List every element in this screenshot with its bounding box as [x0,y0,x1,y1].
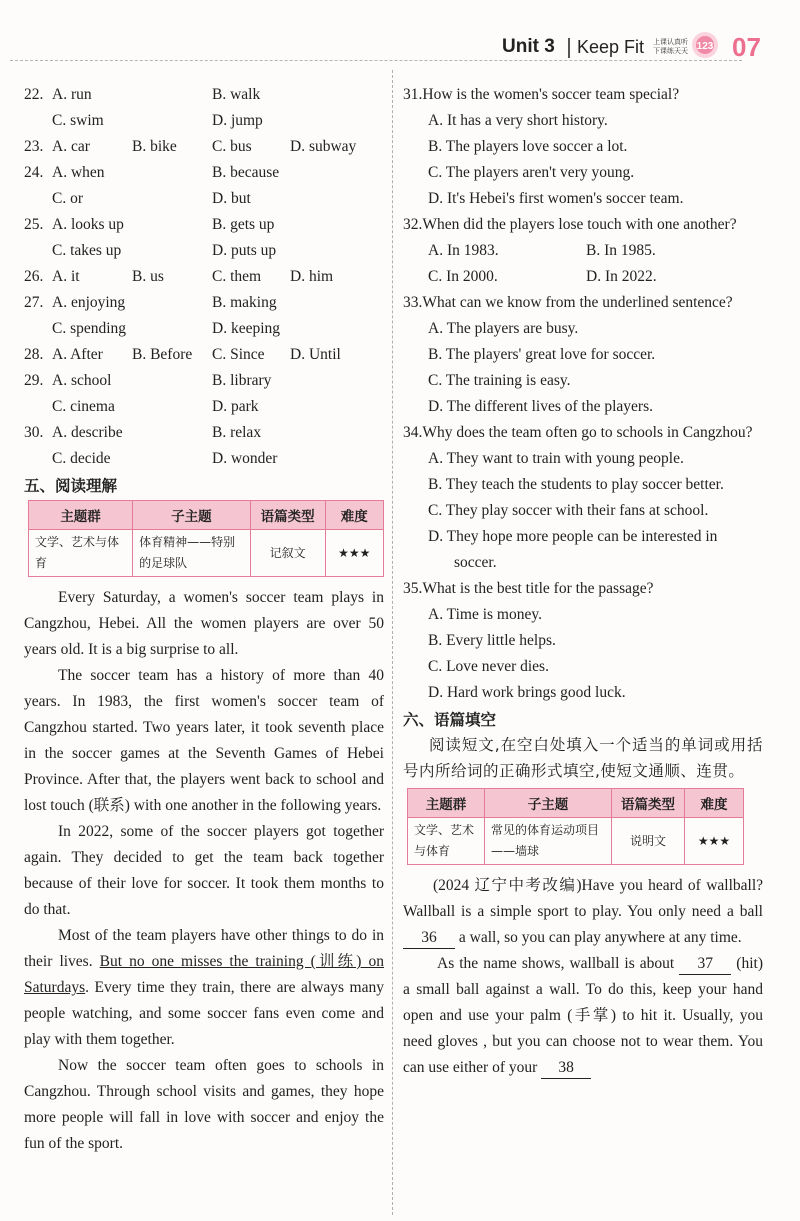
answer-option[interactable]: D. The different lives of the players. [428,398,653,415]
answer-option[interactable]: B. us [132,268,164,285]
answer-option[interactable]: B. making [212,294,277,311]
underlined-sentence: But no one misses the training (训练) on Saturdays [24,953,384,996]
answer-option[interactable]: C. Love never dies. [428,658,549,675]
question-number: 33. [403,294,423,311]
answer-option[interactable]: A. After [52,346,103,363]
answer-option[interactable]: D. subway [290,138,357,155]
column-divider [392,70,393,1215]
table-cell-text-type: 记叙文 [250,530,325,577]
cloze-row [24,290,384,316]
paragraph-text: Have you heard of wallball? Wallball is a simple sport to play. You only need a ball [403,877,764,920]
unit-number: Unit 3 [502,36,555,57]
page-number: 07 [732,32,761,62]
answer-option[interactable]: D. him [290,268,334,285]
section-five-title: 五、阅读理解 [24,477,118,495]
paragraph-text: a wall, so you can play anywhere at any time. [455,929,742,946]
table-header-theme: 主题群 [408,789,485,818]
cloze-row [24,160,384,186]
question-number: 27. [24,294,44,311]
answer-option[interactable]: A. school [52,372,112,389]
answer-option[interactable]: B. because [212,164,280,181]
question-text: When did the players lose touch with one another? [422,216,737,233]
cloze-row [24,394,384,420]
answer-option[interactable]: D. Until [290,346,341,363]
answer-option[interactable]: D. jump [212,112,263,129]
table-header-subtheme: 子主题 [133,501,251,530]
cloze-row [24,108,384,134]
answer-option[interactable]: C. The training is easy. [428,372,571,389]
table-cell-theme: 文学、艺术与体育 [29,530,133,577]
answer-option[interactable]: D. park [212,398,259,415]
answer-option[interactable]: B. gets up [212,216,275,233]
table-header-difficulty: 难度 [325,501,383,530]
answer-option[interactable]: A. Time is money. [428,606,542,623]
question-number: 31. [403,86,423,103]
answer-option[interactable]: B. The players' great love for soccer. [428,346,656,363]
answer-option[interactable]: C. swim [52,112,104,129]
question-number: 26. [24,268,44,285]
reading-passage [24,585,384,1157]
paragraph-text: (hit) a small ball against a wall. To do this, keep your hand open and use your palm (手掌) to hit it. Usually, you need gloves , but you can choose not to wear them. You can use either of your [403,955,763,1076]
passage-paragraph [24,923,384,1053]
cloze-row [24,368,384,394]
question-text: Why does the team often go to schools in Cangzhou? [422,424,753,441]
answer-option[interactable]: C. Since [212,346,265,363]
question-number: 24. [24,164,44,181]
table-cell-text-type: 说明文 [612,818,685,865]
question-number: 30. [24,424,44,441]
answer-option[interactable]: C. decide [52,450,111,467]
cloze-options-list [24,82,384,472]
answer-option[interactable]: A. car [52,138,90,155]
slogan-bottom: 下课练天天 [653,47,688,55]
section-six-title: 六、语篇填空 [403,711,497,729]
cloze-row [24,82,384,108]
section-six-instructions: 阅读短文,在空白处填入一个适当的单词或用括号内所给词的正确形式填空,使短文通顺、连贯。 [403,736,763,780]
blank-36[interactable]: 36 [403,928,455,949]
option-row [403,238,763,264]
section-six-tag-table [407,788,744,865]
table-header-text-type: 语篇类型 [250,501,325,530]
fill-in-paragraph [403,951,763,1081]
answer-option[interactable]: D. In 2022. [586,268,657,285]
section-five-tag-table [28,500,384,577]
answer-option[interactable]: B. library [212,372,272,389]
cloze-row [24,238,384,264]
table-cell-difficulty-stars: ★★★ [325,530,383,577]
cloze-row [24,420,384,446]
answer-option[interactable]: D. Hard work brings good luck. [428,684,626,701]
option-row [403,264,763,290]
answer-option[interactable]: D. wonder [212,450,278,467]
table-header-text-type: 语篇类型 [612,789,685,818]
answer-option[interactable]: B. Every little helps. [428,632,556,649]
answer-option[interactable]: A. describe [52,424,123,441]
cloze-row [24,342,384,368]
answer-option[interactable]: C. In 2000. [428,268,498,285]
paragraph-text: As the name shows, wallball is about [437,955,680,972]
answer-option[interactable]: A. It has a very short history. [428,112,608,129]
passage-paragraph: Now the soccer team often goes to schools in Cangzhou. Through school visits and games, they hope more people will fall in love with soccer and enjoy the fun of the sport. [24,1057,384,1152]
answer-option[interactable]: B. In 1985. [586,242,656,259]
blank-38[interactable]: 38 [541,1058,591,1079]
question-number: 25. [24,216,44,233]
answer-option[interactable]: C. cinema [52,398,115,415]
table-header-difficulty: 难度 [685,789,744,818]
answer-option[interactable]: C. takes up [52,242,122,259]
answer-option[interactable]: B. walk [212,86,261,103]
answer-option[interactable]: A. In 1983. [428,242,499,259]
cloze-row [24,316,384,342]
svg-text:123: 123 [696,41,714,52]
cloze-row [24,186,384,212]
fill-in-paragraph [403,873,763,951]
answer-option[interactable]: D. keeping [212,320,281,337]
answer-option[interactable]: D. It's Hebei's first women's soccer team. [428,190,684,207]
cartoon-logo-icon [690,30,720,60]
answer-option[interactable]: C. They play soccer with their fans at school. [428,502,709,519]
cloze-row [24,212,384,238]
passage-paragraph: Every Saturday, a women's soccer team plays in Cangzhou, Hebei. All the women players are over 50 years old. It is a big surprise to all. [24,589,384,658]
answer-option[interactable]: A. The players are busy. [428,320,579,337]
answer-option[interactable]: B. The players love soccer a lot. [428,138,628,155]
question-number: 29. [24,372,44,389]
question-number: 23. [24,138,44,155]
answer-option[interactable]: A. it [52,268,80,285]
question-stem [403,290,763,316]
question-number: 22. [24,86,44,103]
answer-option[interactable]: A. They want to train with young people. [428,450,684,467]
answer-option[interactable]: C. spending [52,320,127,337]
table-cell-theme: 文学、艺术与体育 [408,818,485,865]
answer-option[interactable]: D. They hope more people can be interested in soccer. [428,528,718,571]
answer-option[interactable]: B. Before [132,346,193,363]
question-stem [403,212,763,238]
question-number: 35. [403,580,423,597]
answer-option[interactable]: C. bus [212,138,252,155]
answer-option[interactable]: B. bike [132,138,177,155]
right-column [403,82,763,1081]
question-number: 32. [403,216,423,233]
header-separator [568,38,570,58]
question-stem [403,420,763,446]
answer-option[interactable]: A. looks up [52,216,124,233]
table-cell-subtheme: 体育精神——特别的足球队 [133,530,251,577]
slogan-top: 上课认真听 [653,38,688,46]
cloze-row [24,264,384,290]
header-rule [10,60,742,61]
question-stem [403,576,763,602]
cloze-row [24,446,384,472]
page-header [0,0,800,62]
table-header-subtheme: 子主题 [485,789,612,818]
paragraph-text: . Every time they train, there are always many people watching, and some soccer fans even come and play with them together. [24,979,384,1048]
answer-option[interactable]: A. run [52,86,92,103]
question-text: What is the best title for the passage? [422,580,654,597]
answer-option[interactable]: B. They teach the students to play soccer better. [428,476,724,493]
question-text: What can we know from the underlined sentence? [422,294,733,311]
answer-option[interactable]: A. when [52,164,105,181]
answer-option[interactable]: D. but [212,190,251,207]
reading-questions [403,82,763,706]
left-column [24,82,384,1157]
answer-option[interactable]: C. or [52,190,83,207]
header-slogan [653,38,688,56]
question-text: How is the women's soccer team special? [422,86,680,103]
question-number: 34. [403,424,423,441]
blank-37[interactable]: 37 [679,954,731,975]
unit-title: Keep Fit [577,37,645,57]
answer-option[interactable]: C. them [212,268,262,285]
source-note: (2024 辽宁中考改编) [433,877,582,894]
passage-paragraph: In 2022, some of the soccer players got together again. They decided to get the team back together because of their love for soccer. It took them months to do that. [24,823,384,918]
table-header-theme: 主题群 [29,501,133,530]
table-cell-subtheme: 常见的体育运动项目——墙球 [485,818,612,865]
question-stem [403,82,763,108]
answer-option[interactable]: B. relax [212,424,262,441]
answer-option[interactable]: A. enjoying [52,294,126,311]
answer-option[interactable]: C. The players aren't very young. [428,164,635,181]
question-number: 28. [24,346,44,363]
answer-option[interactable]: D. puts up [212,242,277,259]
passage-paragraph: The soccer team has a history of more than 40 years. In 1983, the first women's soccer team of Cangzhou started. Two years later, it took seventh place in the soccer games at the Seventh Games of Hebei Province. After that, the players went back to school and lost touch (联系) with one another in the following years. [24,667,384,814]
cloze-row [24,134,384,160]
table-cell-difficulty-stars: ★★★ [685,818,744,865]
paragraph-text: Most of the team players have other things to do in their lives. [24,927,384,970]
